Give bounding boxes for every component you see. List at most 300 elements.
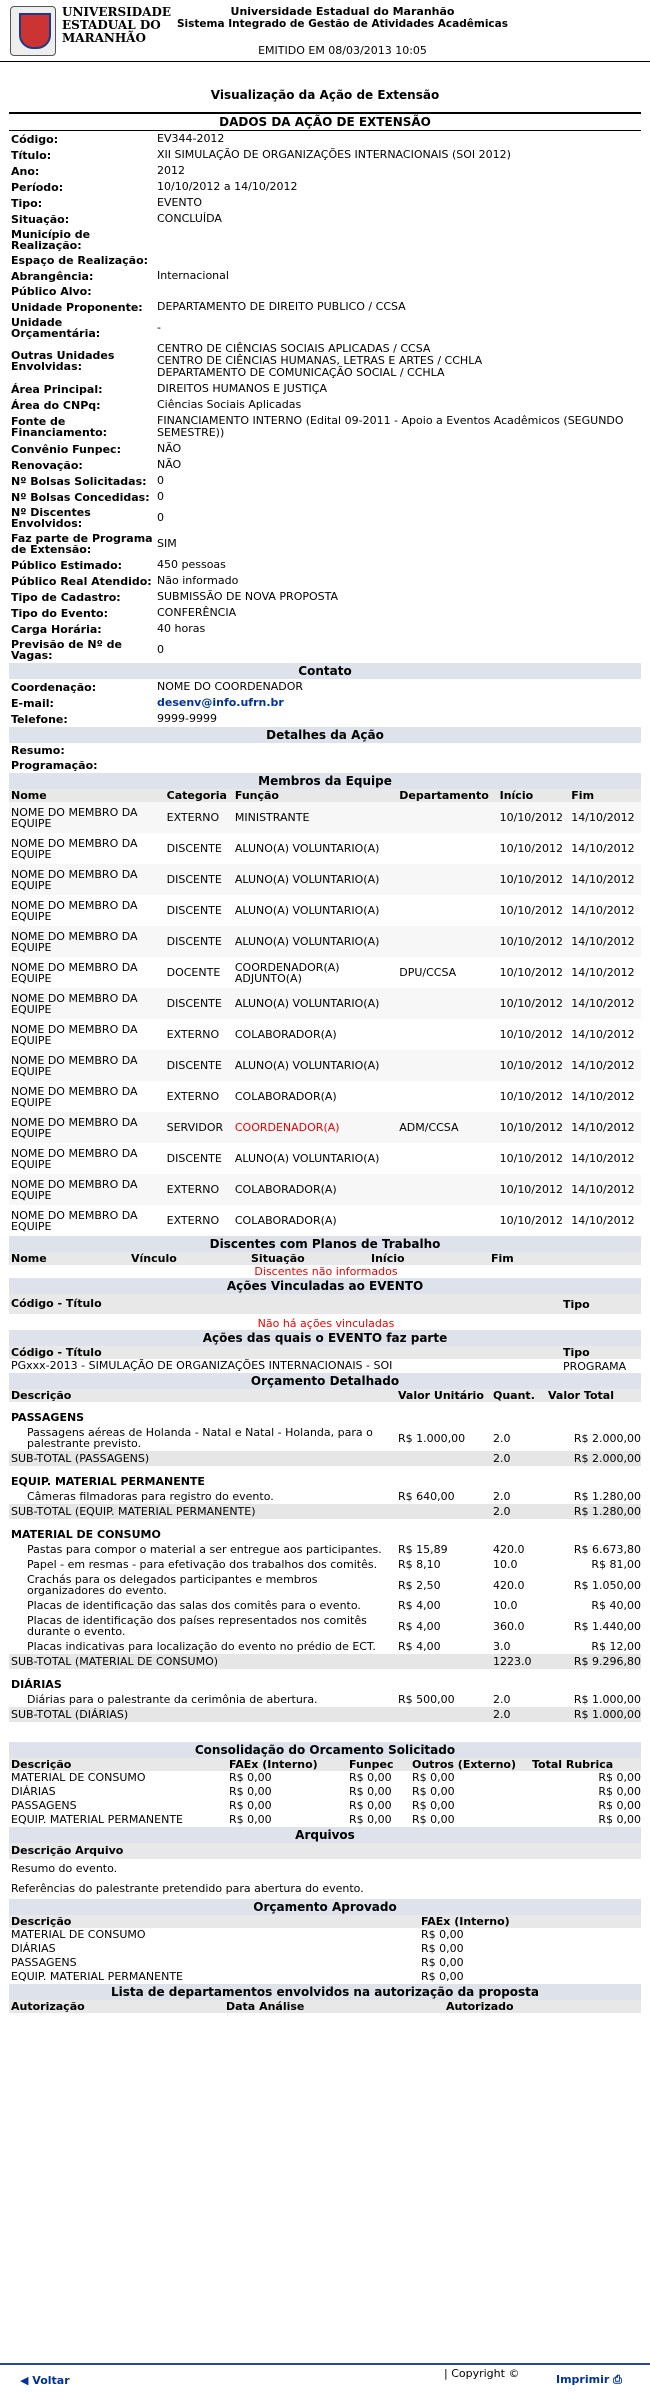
team-cell: NOME DO MEMBRO DA EQUIPE: [11, 1208, 138, 1233]
coord-value: NOME DO COORDENADOR: [157, 680, 304, 693]
budget-item-cell: R$ 40,00: [591, 1599, 641, 1612]
team-cell: SERVIDOR: [165, 1112, 233, 1143]
budget-category-row: [9, 1669, 641, 1692]
parent-action-title: PGxxx-2013 - SIMULAÇÃO DE ORGANIZAÇÕES INTERNACIONAIS - SOI: [11, 1359, 393, 1372]
field-row: [9, 131, 641, 147]
budget-category: EQUIP. MATERIAL PERMANENTE: [11, 1475, 205, 1488]
team-cell: 14/10/2012: [569, 988, 641, 1019]
budget-item-cell: R$ 4,00: [398, 1619, 441, 1633]
field-value: CONCLUÍDA: [157, 212, 222, 225]
budget-subtotal-total: R$ 1.000,00: [546, 1707, 641, 1722]
consolidation-row: [9, 1799, 641, 1813]
approved-row: [9, 1956, 641, 1970]
consolidation-cell: PASSAGENS: [11, 1799, 77, 1812]
team-cell: 10/10/2012: [498, 988, 570, 1019]
budget-subtotal-row: [9, 1451, 641, 1466]
team-cell: [397, 864, 497, 895]
budget-item-cell: 2.0: [493, 1431, 511, 1445]
team-title: Membros da Equipe: [9, 773, 641, 789]
students-table: [9, 1252, 641, 1278]
students-col-header: Vínculo: [129, 1252, 249, 1265]
team-cell: EXTERNO: [166, 1090, 220, 1103]
field-row: [9, 195, 641, 211]
logo-text: [62, 6, 171, 45]
approved-cell: DIÁRIAS: [11, 1942, 56, 1955]
print-label: Imprimir: [556, 2373, 610, 2386]
budget-item-cell: R$ 12,00: [591, 1640, 641, 1653]
team-cell: [397, 988, 497, 1019]
team-cell: EXTERNO: [166, 1028, 220, 1041]
page-title: Visualização da Ação de Extensão: [210, 88, 440, 102]
team-cell: DISCENTE: [165, 864, 233, 895]
budget-item-cell: Passagens aéreas de Holanda - Natal e Natal - Holanda, para o palestrante previsto.: [27, 1426, 373, 1450]
details-row: [9, 758, 641, 773]
team-cell: COLABORADOR(A): [234, 1090, 337, 1103]
field-value: Não informado: [157, 574, 239, 587]
team-cell: [397, 1174, 497, 1205]
contact-row: [9, 711, 641, 727]
parent-col-type: Tipo: [561, 1346, 641, 1359]
team-row: [9, 1174, 641, 1205]
consolidation-cell: R$ 0,00: [349, 1785, 392, 1798]
team-cell: 14/10/2012: [571, 1090, 635, 1103]
students-header-row: [9, 1252, 641, 1265]
budget-item-row: [9, 1613, 641, 1639]
departments-title: Lista de departamentos envolvidos na autorização da proposta: [9, 1984, 641, 2000]
field-label: Área Principal:: [11, 382, 103, 396]
field-label: Outras Unidades Envolvidas:: [11, 349, 115, 373]
contact-row: [9, 695, 641, 711]
budget-item-cell: Crachás para os delegados participantes e membros organizadores do evento.: [27, 1573, 318, 1597]
budget-subtotal-row: [9, 1707, 641, 1722]
budget-item-row: [9, 1639, 641, 1654]
budget-item-cell: 420.0: [493, 1578, 525, 1592]
budget-item-row: [9, 1692, 641, 1707]
team-cell: 10/10/2012: [498, 1050, 570, 1081]
departments-header-row: [9, 2000, 641, 2013]
field-label: Faz parte de Programa de Extensão:: [11, 532, 153, 556]
budget-item-cell: R$ 1.000,00: [573, 1693, 641, 1706]
budget-item-cell: Pastas para compor o material a ser entregue aos participantes.: [27, 1543, 382, 1556]
files-header-row: [9, 1843, 641, 1859]
programacao-label: Programação:: [11, 759, 98, 772]
team-row: [9, 1205, 641, 1236]
field-row: [9, 163, 641, 179]
budget-item-cell: 3.0: [493, 1640, 511, 1653]
team-row: [9, 1112, 641, 1143]
team-cell: ALUNO(A) VOLUNTARIO(A): [234, 842, 380, 855]
team-cell: COLABORADOR(A): [234, 1214, 337, 1227]
budget-item-cell: R$ 6.673,80: [573, 1543, 641, 1556]
budget-item-cell: Placas de identificação dos países representados nos comitês durante o evento.: [27, 1614, 367, 1638]
team-cell: [397, 926, 497, 957]
team-row: [9, 1081, 641, 1112]
budget-subtotal-row: [9, 1504, 641, 1519]
parent-col-title: Código - Título: [9, 1346, 561, 1359]
team-cell: NOME DO MEMBRO DA EQUIPE: [11, 1146, 138, 1171]
budget-item-row: [9, 1542, 641, 1557]
field-label: Previsão de Nº de Vagas:: [11, 638, 122, 662]
consolidation-cell: R$ 0,00: [412, 1785, 455, 1798]
budget-subtotal-label: SUB-TOTAL (EQUIP. MATERIAL PERMANENTE): [9, 1504, 491, 1519]
approved-cell: R$ 0,00: [421, 1956, 464, 1969]
team-cell: NOME DO MEMBRO DA EQUIPE: [11, 960, 138, 985]
contact-title: Contato: [9, 663, 641, 679]
field-value: CONFERÊNCIA: [157, 606, 237, 619]
team-table: [9, 789, 641, 1236]
field-label: Fonte de Financiamento:: [11, 415, 108, 439]
details-table: [9, 743, 641, 773]
field-value: [155, 227, 641, 253]
team-cell: 10/10/2012: [499, 1152, 564, 1165]
team-col-header: Categoria: [165, 789, 233, 802]
team-cell: ALUNO(A) VOLUNTARIO(A): [233, 988, 397, 1019]
budget-subtotal-label: SUB-TOTAL (PASSAGENS): [9, 1451, 491, 1466]
parent-header-row: [9, 1346, 641, 1359]
budget-table: [9, 1389, 641, 1722]
field-label: Tipo de Cadastro:: [11, 590, 121, 604]
team-cell: NOME DO MEMBRO DA EQUIPE: [11, 898, 138, 923]
field-label: Unidade Orçamentária:: [11, 316, 101, 340]
file-description: Referências do palestrante pretendido para abertura do evento.: [11, 1882, 364, 1895]
budget-subtotal-qty: 1223.0: [491, 1654, 546, 1669]
team-cell: [397, 1019, 497, 1050]
students-col-header: Situação: [249, 1252, 369, 1265]
field-value: EVENTO: [157, 196, 203, 209]
field-value: XII SIMULAÇÃO DE ORGANIZAÇÕES INTERNACIONAIS (SOI 2012): [157, 148, 511, 161]
parent-action-type: PROGRAMA: [563, 1359, 627, 1373]
team-cell: 10/10/2012: [499, 966, 564, 979]
team-cell: [397, 1205, 497, 1236]
departments-table: [9, 2000, 641, 2013]
print-button[interactable]: [556, 2373, 622, 2387]
linked-table: [9, 1294, 641, 1330]
students-col-header: Fim: [489, 1252, 641, 1265]
team-cell: [397, 1081, 497, 1112]
consolidation-header-row: [9, 1758, 641, 1771]
team-cell: COORDENADOR(A) ADJUNTO(A): [234, 960, 340, 985]
budget-subtotal-total: R$ 1.280,00: [546, 1504, 641, 1519]
linked-col-type: Tipo: [561, 1294, 641, 1314]
field-value: SUBMISSÃO DE NOVA PROPOSTA: [157, 590, 339, 603]
budget-subtotal-label: SUB-TOTAL (DIÁRIAS): [9, 1707, 491, 1722]
budget-item-cell: 420.0: [493, 1543, 525, 1556]
field-row: [9, 573, 641, 589]
team-row: [9, 1019, 641, 1050]
team-col-header: Departamento: [397, 789, 497, 802]
details-row: [9, 743, 641, 758]
students-empty-message: Discentes não informados: [254, 1265, 398, 1278]
budget-item-cell: R$ 81,00: [591, 1558, 641, 1571]
field-value: 0: [157, 643, 164, 656]
team-cell: DISCENTE: [165, 926, 233, 957]
consolidation-cell: EQUIP. MATERIAL PERMANENTE: [11, 1813, 184, 1826]
budget-item-row: [9, 1557, 641, 1572]
team-cell: [397, 895, 497, 926]
field-row: [9, 457, 641, 473]
team-cell: [397, 802, 497, 833]
field-row: [9, 341, 641, 381]
field-row: [9, 441, 641, 457]
budget-category: PASSAGENS: [11, 1411, 85, 1424]
field-value: NÃO: [157, 442, 182, 455]
field-value: -: [157, 321, 161, 334]
team-cell: 14/10/2012: [571, 904, 635, 917]
team-cell: [397, 833, 497, 864]
team-row: [9, 833, 641, 864]
field-value: 0: [157, 511, 164, 524]
emission-date: EMITIDO EM 08/03/2013 10:05: [258, 44, 427, 57]
team-cell: ADM/CCSA: [397, 1112, 497, 1143]
budget-item-cell: R$ 2.000,00: [573, 1431, 641, 1445]
dept-col-authorized: Autorizado: [444, 2000, 641, 2013]
field-row: [9, 413, 641, 441]
field-label: Nº Bolsas Solicitadas:: [11, 474, 147, 488]
consolidation-col-header: Descrição: [9, 1758, 227, 1771]
team-cell: 10/10/2012: [498, 926, 570, 957]
budget-item-cell: R$ 1.050,00: [573, 1578, 641, 1592]
team-col-header: Fim: [569, 789, 641, 802]
team-cell: DISCENTE: [165, 1050, 233, 1081]
linked-empty-message: Não há ações vinculadas: [257, 1317, 395, 1330]
field-value: 0: [157, 474, 164, 487]
coord-label: Coordenação:: [11, 680, 97, 694]
budget-header-row: [9, 1389, 641, 1402]
file-description: Resumo do evento.: [11, 1862, 118, 1875]
budget-item-cell: 2.0: [493, 1490, 511, 1503]
budget-item-cell: R$ 1.440,00: [573, 1619, 641, 1633]
approved-title: Orçamento Aprovado: [9, 1899, 641, 1915]
consolidation-cell: R$ 0,00: [229, 1813, 272, 1826]
team-cell: 14/10/2012: [569, 1174, 641, 1205]
team-cell: NOME DO MEMBRO DA EQUIPE: [9, 1050, 165, 1081]
field-label: Público Alvo:: [11, 285, 92, 298]
team-cell: 10/10/2012: [498, 802, 570, 833]
approved-row: [9, 1970, 641, 1984]
back-arrow-icon: ◀: [20, 2374, 33, 2387]
budget-item-cell: 360.0: [493, 1619, 525, 1633]
team-cell: NOME DO MEMBRO DA EQUIPE: [9, 1174, 165, 1205]
back-label: Voltar: [32, 2374, 70, 2387]
approved-row: [9, 1928, 641, 1942]
approved-table: [9, 1915, 641, 1984]
budget-item-cell: R$ 8,10: [398, 1558, 441, 1571]
budget-item-cell: Papel - em resmas - para efetivação dos trabalhos dos comitês.: [27, 1558, 378, 1571]
field-row: [9, 147, 641, 163]
consolidation-row: [9, 1813, 641, 1827]
field-label: Área do CNPq:: [11, 398, 101, 412]
consolidation-cell: R$ 0,00: [349, 1799, 392, 1812]
team-cell: MINISTRANTE: [233, 802, 397, 833]
budget-subtotal-qty: 2.0: [491, 1451, 546, 1466]
field-row: [9, 397, 641, 413]
budget-item-cell: Câmeras filmadoras para registro do evento.: [27, 1490, 274, 1503]
field-label: Nº Bolsas Concedidas:: [11, 490, 150, 504]
team-row: [9, 926, 641, 957]
students-empty-row: [9, 1265, 641, 1278]
team-cell: 14/10/2012: [571, 1152, 635, 1165]
budget-col-total: Valor Total: [546, 1389, 641, 1402]
team-cell: DISCENTE: [166, 904, 222, 917]
field-value: 0: [157, 490, 164, 503]
field-row: [9, 621, 641, 637]
parent-title: Ações das quais o EVENTO faz parte: [9, 1330, 641, 1346]
files-title: Arquivos: [9, 1827, 641, 1843]
field-row: [9, 268, 641, 284]
files-table: [9, 1843, 641, 1899]
team-cell: ALUNO(A) VOLUNTARIO(A): [234, 904, 380, 917]
field-row: [9, 211, 641, 227]
field-row: [9, 489, 641, 505]
logo-line-1: UNIVERSIDADE: [62, 5, 172, 19]
file-row: [9, 1879, 641, 1899]
team-cell: COORDENADOR(A): [233, 1112, 397, 1143]
consolidation-cell: DIÁRIAS: [11, 1785, 56, 1798]
printer-icon: ⎙: [613, 2373, 622, 2386]
field-value: DIREITOS HUMANOS E JUSTIÇA: [157, 382, 328, 395]
dept-col-date: Data Análise: [224, 2000, 444, 2013]
consolidation-cell: R$ 0,00: [412, 1813, 455, 1826]
team-cell: 14/10/2012: [569, 864, 641, 895]
field-label: Tipo:: [11, 196, 43, 210]
field-row: [9, 299, 641, 315]
field-label: Renovação:: [11, 458, 83, 472]
team-cell: 10/10/2012: [499, 1090, 564, 1103]
linked-empty-row: [9, 1314, 641, 1330]
budget-item-cell: R$ 2,50: [398, 1578, 441, 1592]
field-label: Município de Realização:: [11, 228, 91, 252]
field-row: [9, 179, 641, 195]
university-name: Universidade Estadual do Maranhão: [230, 5, 455, 18]
field-row: [9, 505, 641, 531]
team-cell: ALUNO(A) VOLUNTARIO(A): [234, 1152, 380, 1165]
approved-cell: EQUIP. MATERIAL PERMANENTE: [11, 1970, 184, 1983]
budget-category: MATERIAL DE CONSUMO: [11, 1528, 161, 1541]
team-cell: NOME DO MEMBRO DA EQUIPE: [9, 988, 165, 1019]
copyright: | Copyright ©: [444, 2367, 520, 2380]
budget-item-cell: R$ 15,89: [398, 1543, 448, 1556]
budget-subtotal-row: [9, 1654, 641, 1669]
team-cell: DISCENTE: [165, 988, 233, 1019]
team-cell: 14/10/2012: [571, 1214, 635, 1227]
linked-col-title: Código - Título: [9, 1294, 561, 1314]
budget-col-qty: Quant.: [491, 1389, 546, 1402]
consolidation-cell: R$ 0,00: [598, 1813, 641, 1826]
students-col-header: Nome: [9, 1252, 129, 1265]
field-label: Carga Horária:: [11, 622, 102, 636]
field-label: Tipo do Evento:: [11, 606, 108, 620]
team-row: [9, 1050, 641, 1081]
contact-table: [9, 679, 641, 727]
field-row: [9, 227, 641, 253]
field-label: Código:: [11, 132, 59, 146]
field-value: EV344-2012: [157, 132, 225, 145]
footer: [0, 2363, 650, 2393]
budget-subtotal-qty: 2.0: [491, 1504, 546, 1519]
email-link[interactable]: desenv@info.ufrn.br: [157, 696, 284, 709]
field-value: FINANCIAMENTO INTERNO (Edital 09-2011 - Apoio a Eventos Acadêmicos (SEGUNDO SEMESTRE)): [157, 414, 624, 439]
file-row: [9, 1859, 641, 1879]
approved-row: [9, 1942, 641, 1956]
budget-item-cell: Diárias para o palestrante da cerimônia de abertura.: [27, 1693, 318, 1706]
budget-category-row: [9, 1519, 641, 1542]
main-content: [9, 112, 641, 2013]
team-header-row: [9, 789, 641, 802]
dept-col-auth: Autorização: [9, 2000, 224, 2013]
consolidation-row: [9, 1771, 641, 1785]
team-cell: COLABORADOR(A): [234, 1028, 337, 1041]
consolidation-row: [9, 1785, 641, 1799]
team-cell: NOME DO MEMBRO DA EQUIPE: [9, 802, 165, 833]
team-cell: 10/10/2012: [499, 842, 564, 855]
field-row: [9, 589, 641, 605]
team-cell: ALUNO(A) VOLUNTARIO(A): [233, 864, 397, 895]
field-label: Convênio Funpec:: [11, 442, 121, 456]
budget-col-desc: Descrição: [9, 1389, 396, 1402]
email-label: E-mail:: [11, 696, 54, 710]
budget-category: DIÁRIAS: [11, 1678, 62, 1691]
field-label: Ano:: [11, 164, 40, 178]
system-name: Sistema Integrado de Gestão de Atividades Acadêmicas: [177, 18, 508, 30]
files-col-desc: Descrição Arquivo: [9, 1843, 641, 1859]
team-cell: NOME DO MEMBRO DA EQUIPE: [9, 864, 165, 895]
field-value: Ciências Sociais Aplicadas: [157, 398, 302, 411]
logo-line-3: MARANHÃO: [62, 31, 146, 45]
budget-subtotal-total: R$ 9.296,80: [546, 1654, 641, 1669]
consolidation-cell: R$ 0,00: [229, 1771, 272, 1784]
linked-header-row: [9, 1294, 641, 1314]
budget-item-cell: R$ 500,00: [398, 1693, 455, 1706]
team-row: [9, 957, 641, 988]
budget-subtotal-label: SUB-TOTAL (MATERIAL DE CONSUMO): [9, 1654, 491, 1669]
field-row: [9, 315, 641, 341]
consolidation-cell: R$ 0,00: [598, 1799, 641, 1812]
team-row: [9, 988, 641, 1019]
team-row: [9, 895, 641, 926]
field-label: Situação:: [11, 212, 70, 226]
field-row: [9, 381, 641, 397]
consolidation-cell: R$ 0,00: [598, 1771, 641, 1784]
details-title: Detalhes da Ação: [9, 727, 641, 743]
budget-subtotal-total: R$ 2.000,00: [546, 1451, 641, 1466]
back-button[interactable]: [20, 2374, 70, 2387]
team-cell: NOME DO MEMBRO DA EQUIPE: [11, 836, 138, 861]
team-col-header: Nome: [9, 789, 165, 802]
header-title: [170, 6, 515, 30]
field-row: [9, 253, 641, 268]
team-cell: 10/10/2012: [498, 1112, 570, 1143]
budget-item-cell: Placas indicativas para localização do evento no prédio de ECT.: [27, 1640, 376, 1653]
consolidation-cell: R$ 0,00: [349, 1813, 392, 1826]
consolidation-cell: R$ 0,00: [412, 1799, 455, 1812]
team-cell: 10/10/2012: [499, 904, 564, 917]
budget-item-cell: R$ 640,00: [398, 1490, 455, 1503]
field-value: NÃO: [157, 458, 182, 471]
consolidation-cell: R$ 0,00: [229, 1785, 272, 1798]
university-logo: [10, 6, 56, 56]
team-cell: DOCENTE: [166, 966, 221, 979]
team-cell: DISCENTE: [166, 842, 222, 855]
team-cell: ALUNO(A) VOLUNTARIO(A): [233, 926, 397, 957]
field-value: DEPARTAMENTO DE DIREITO PUBLICO / CCSA: [157, 300, 406, 313]
team-cell: 14/10/2012: [571, 842, 635, 855]
team-cell: 10/10/2012: [499, 1214, 564, 1227]
approved-cell: R$ 0,00: [421, 1970, 464, 1983]
budget-item-cell: Placas de identificação das salas dos comitês para o evento.: [27, 1599, 361, 1612]
team-cell: NOME DO MEMBRO DA EQUIPE: [9, 1112, 165, 1143]
team-cell: 14/10/2012: [571, 1028, 635, 1041]
field-row: [9, 605, 641, 621]
